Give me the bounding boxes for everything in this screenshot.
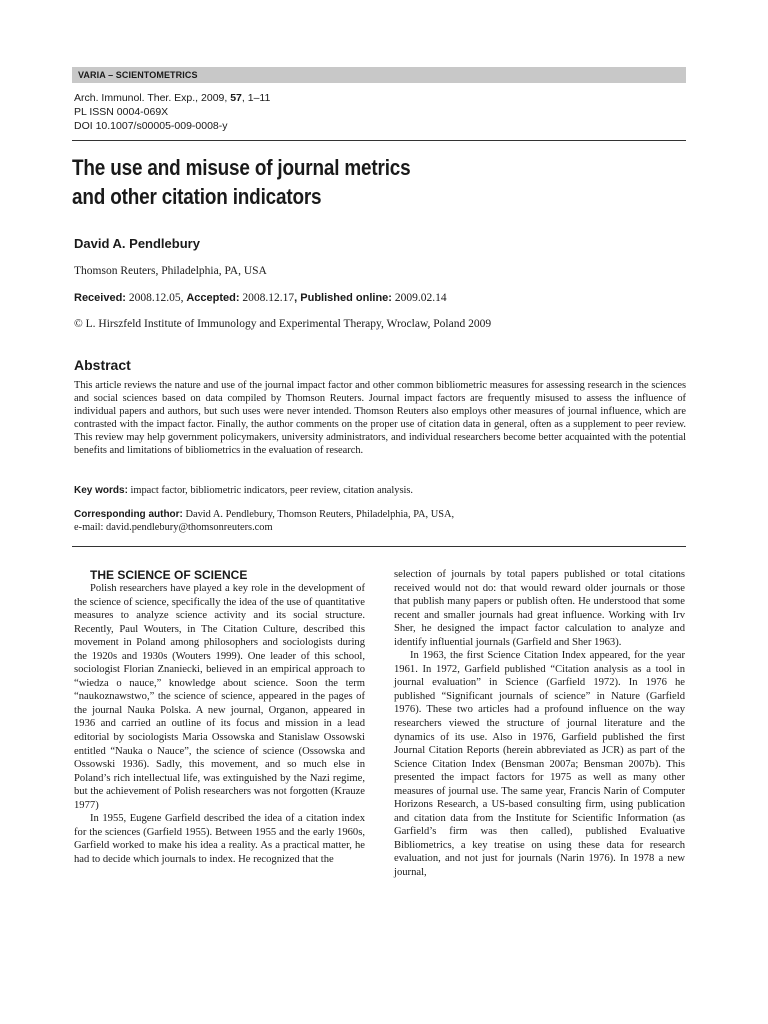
abstract-text: This article reviews the nature and use of the journal impact factor and other common bibliometric measures for assessing research in the sciences and social sciences based on data compiled by Thomson Reuters. Journal impact factors are frequently misused to assess the influence of individual papers and authors, but such uses were never intended. Thomson Reuters also employs other measures of journal influence, which are contrasted with the impact factor. Finally, the author comments on the proper use of citation data in general, often as a supplement to peer review. This review may help government policymakers, university administrators, and individual researchers become better acquainted with the potential benefits and limitations of bibliometrics in the evaluation of research. (74, 380, 686, 456)
citation-prefix: Arch. Immunol. Ther. Exp., 2009, (74, 92, 231, 104)
abstract-divider (72, 546, 686, 547)
body-paragraph: In 1963, the first Science Citation Index appeared, for the year 1961. In 1972, Garfield published “Citation analysis as a tool in journal evaluation” in Science (Garfield 1972). In 1976 he published “Significant journals of science” in Nature (Garfield 1976). These two articles had a profound influence on the way researchers viewed the structure of journal literature and the dynamics of its use. Also in 1976, Garfield published the first Journal Citation Reports (herein abbreviated as JCR) as part of the Science Citation Index (Bensman 2007a; Bensman 2007b). This presented the impact factors for 1975 as well as many other measures of journal use. The same year, Francis Narin of Computer Horizons Research, a US-based consulting firm, using publication and citation data from the Institute for Scientific Information (as Garfield’s firm was then called), published Evaluative Bibliometrics, a key treatise on using these data for research evaluation, and not just for journals (Narin 1976). In 1978 a new journal, (394, 650, 685, 879)
body-column-right (394, 568, 685, 880)
journal-citation (74, 91, 270, 105)
published-date: 2009.02.14 (391, 292, 447, 304)
author-name: David A. Pendlebury (74, 236, 200, 251)
corresponding-author (74, 508, 686, 534)
received-date: 2008.12.05, (125, 292, 187, 304)
header-divider (72, 140, 686, 141)
title-line-1: The use and misuse of journal metrics (72, 155, 411, 180)
accepted-date: 2008.12.17 (239, 292, 295, 304)
journal-info (74, 91, 270, 133)
article-dates (74, 292, 447, 304)
abstract-heading: Abstract (74, 357, 131, 373)
body-paragraph: Polish researchers have played a key role in the development of the science of science, specifically the idea of the use of quantitative measures to analyze science activity and its social structure. Recently, Paul Wouters, in The Citation Culture, described this movement in Poland among philosophers and sociologists during the 1920s and 1930s (Wouters 1999). One leader of this school, sociologist Florian Znaniecki, believed in an empirical approach to “wiedza o nauce,” knowledge about science. Soon the term “naukoznawstwo,” the science of science, appeared in the pages of the journal Nauka Polska. A new journal, Organon, appeared in 1936 and carried an outline of its focus and mission in a lead editorial by sociologists Maria Ossowska and Stanislaw Ossowski entitled “Nauka o Nauce”, the science of science (Ossowska and Ossowski 1936). Sadly, this movement, and so much else in Poland’s rich intellectual life, was extinguished by the Nazi regime, but the achievement of Polish researchers was not forgotten (Krauze 1977) (74, 583, 365, 811)
keywords (74, 484, 686, 497)
issn: PL ISSN 0004-069X (74, 106, 169, 118)
corresponding-label: Corresponding author: (74, 509, 183, 520)
keywords-value: impact factor, bibliometric indicators, peer review, citation analysis. (127, 485, 414, 496)
author-email: e-mail: david.pendlebury@thomsonreuters.com (74, 522, 273, 533)
article-title (72, 153, 588, 211)
accepted-label: Accepted: (186, 292, 240, 304)
keywords-label: Key words: (74, 485, 128, 496)
received-label: Received: (74, 292, 126, 304)
body-paragraph: selection of journals by total papers published or total citations received would not do: that would reward older journals or those that publish many papers or publish often. He understood that some recent and smaller journals had great influence. Working with Irv Sher, he designed the impact factor calculation to analyze and identify influential journals (Garfield and Sher 1963). (394, 569, 685, 648)
section-label-bar: VARIA – SCIENTOMETRICS (72, 67, 686, 83)
body-paragraph: In 1955, Eugene Garfield described the idea of a citation index for the sciences (Garfield 1955). Between 1955 and the early 1960s, Garfield worked to make his idea a reality. As a practical matter, he had to decide which journals to index. He recognized that the (74, 813, 365, 865)
body-column-left (74, 568, 365, 866)
author-affiliation: Thomson Reuters, Philadelphia, PA, USA (74, 265, 267, 277)
doi: DOI 10.1007/s00005-009-0008-y (74, 120, 228, 132)
published-label: , Published online: (294, 292, 392, 304)
copyright-notice: © L. Hirszfeld Institute of Immunology and Experimental Therapy, Wroclaw, Poland 2009 (74, 318, 492, 330)
title-line-2: and other citation indicators (72, 184, 322, 209)
corresponding-value: David A. Pendlebury, Thomson Reuters, Philadelphia, PA, USA, (182, 509, 455, 520)
section-heading: THE SCIENCE OF SCIENCE (90, 568, 248, 582)
citation-suffix: , 1–11 (241, 92, 271, 104)
citation-volume: 57 (230, 92, 242, 104)
